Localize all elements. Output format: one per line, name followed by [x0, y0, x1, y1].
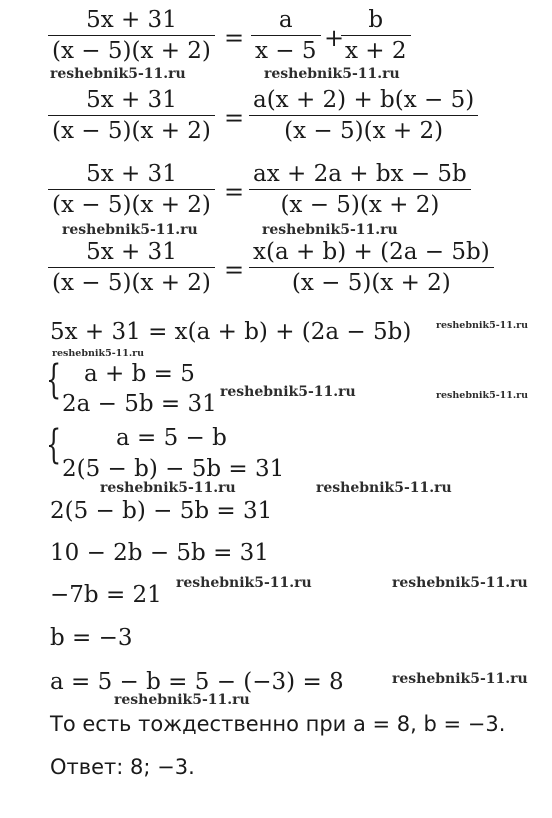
numerator: 5x + 31 — [86, 161, 177, 187]
fraction-bar — [251, 35, 321, 36]
denominator: (x − 5)(x + 2) — [52, 270, 211, 296]
fraction-bar — [249, 115, 478, 116]
watermark: reshebnik5-11.ru — [436, 390, 529, 401]
fraction-bar — [48, 115, 215, 116]
watermark: reshebnik5-11.ru — [264, 66, 400, 82]
denominator: (x − 5)(x + 2) — [52, 192, 211, 218]
fraction-bar — [249, 189, 471, 190]
numerator: b — [368, 7, 384, 33]
step-1: 2(5 − b) − 5b = 31 — [50, 498, 273, 524]
system2-equation-1: a = 5 − b — [116, 425, 227, 451]
fraction-lhs-row2 — [48, 86, 215, 145]
fraction-bar — [48, 189, 215, 190]
fraction-bar — [341, 35, 411, 36]
equals-sign: = — [224, 178, 245, 206]
watermark: reshebnik5-11.ru — [392, 575, 528, 591]
numerator: 5x + 31 — [86, 87, 177, 113]
watermark: reshebnik5-11.ru — [62, 222, 198, 238]
conclusion-text: То есть тождественно при a = 8, b = −3. — [50, 712, 506, 736]
fraction-b-over-x-plus-2 — [341, 6, 411, 65]
denominator: (x − 5)(x + 2) — [284, 118, 444, 144]
fraction-lhs-row4 — [48, 238, 215, 297]
fraction-bar — [48, 35, 215, 36]
system-brace: { — [46, 357, 62, 403]
numerator: 5x + 31 — [86, 239, 177, 265]
denominator: (x − 5)(x + 2) — [280, 192, 440, 218]
denominator: x + 2 — [345, 38, 407, 64]
denominator: (x − 5)(x + 2) — [52, 38, 211, 64]
denominator: x − 5 — [255, 38, 317, 64]
equals-sign: = — [224, 24, 245, 52]
watermark: reshebnik5-11.ru — [392, 671, 528, 687]
step-4: b = −3 — [50, 625, 133, 651]
denominator: (x − 5)(x + 2) — [52, 118, 211, 144]
system1-equation-1: a + b = 5 — [84, 361, 195, 387]
fraction-rhs-row4 — [249, 238, 494, 297]
system2-equation-2: 2(5 − b) − 5b = 31 — [62, 456, 285, 482]
fraction-bar — [249, 267, 494, 268]
watermark: reshebnik5-11.ru — [52, 348, 145, 359]
answer-text: Ответ: 8; −3. — [50, 755, 195, 779]
watermark: reshebnik5-11.ru — [316, 480, 452, 496]
fraction-bar — [48, 267, 215, 268]
numerator: ax + 2a + bx − 5b — [253, 161, 467, 187]
fraction-rhs-row3 — [249, 160, 471, 219]
watermark: reshebnik5-11.ru — [262, 222, 398, 238]
step-3: −7b = 21 — [50, 582, 162, 608]
system1-equation-2: 2a − 5b = 31 — [62, 391, 217, 417]
watermark: reshebnik5-11.ru — [100, 480, 236, 496]
numerator: a(x + 2) + b(x − 5) — [253, 87, 475, 113]
watermark: reshebnik5-11.ru — [176, 575, 312, 591]
denominator: (x − 5)(x + 2) — [291, 270, 451, 296]
numerator: 5x + 31 — [86, 7, 177, 33]
watermark: reshebnik5-11.ru — [50, 66, 186, 82]
numerator: x(a + b) + (2a − 5b) — [253, 239, 490, 265]
fraction-a-over-x-minus-5 — [251, 6, 321, 65]
step-2: 10 − 2b − 5b = 31 — [50, 540, 269, 566]
equals-sign: = — [224, 104, 245, 132]
step-5: a = 5 − b = 5 − (−3) = 8 — [50, 669, 344, 695]
equals-sign: = — [224, 256, 245, 284]
fraction-lhs-row3 — [48, 160, 215, 219]
identity-equation: 5x + 31 = x(a + b) + (2a − 5b) — [50, 319, 412, 345]
watermark: reshebnik5-11.ru — [220, 384, 356, 400]
watermark: reshebnik5-11.ru — [436, 320, 529, 331]
fraction-rhs-row2 — [249, 86, 478, 145]
watermark: reshebnik5-11.ru — [114, 692, 250, 708]
fraction-lhs-row1 — [48, 6, 215, 65]
plus-sign: + — [324, 24, 345, 52]
numerator: a — [278, 7, 293, 33]
system-brace: { — [46, 422, 62, 468]
